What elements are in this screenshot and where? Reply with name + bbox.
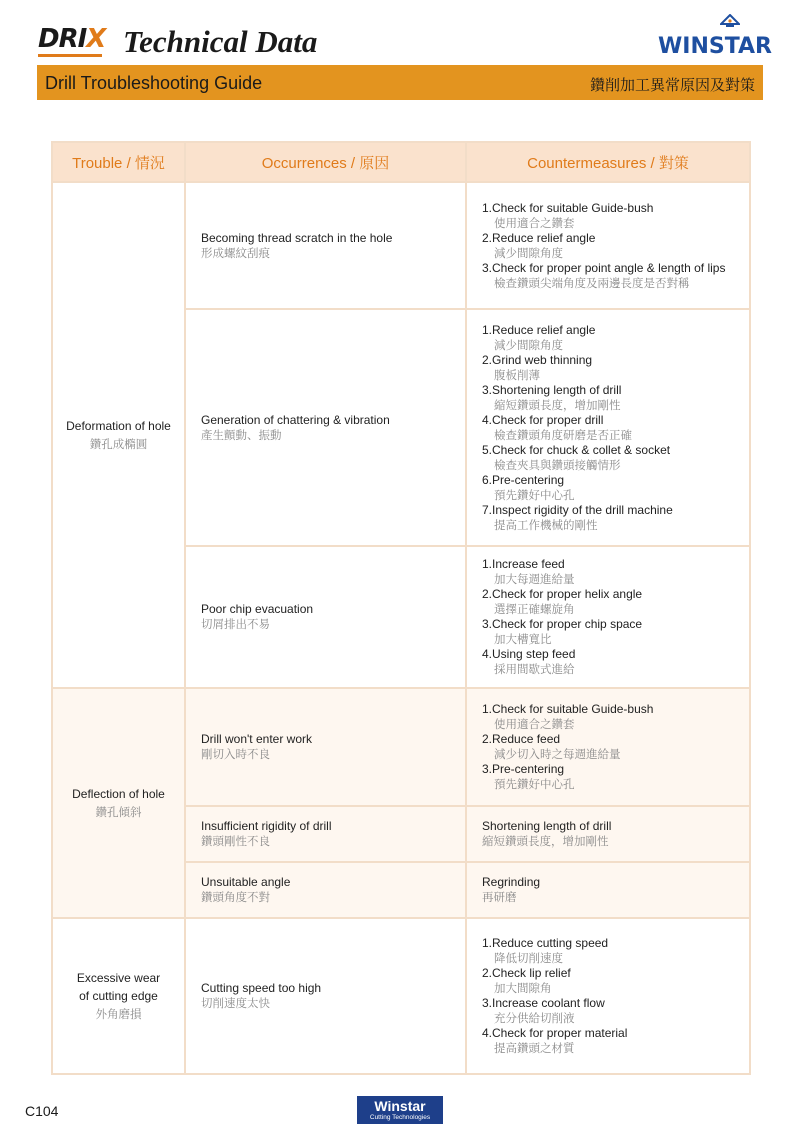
countermeasure-item xyxy=(482,996,749,1026)
countermeasure-en: 3.Pre-centering xyxy=(482,762,565,776)
winstar-footer-badge xyxy=(357,1096,443,1124)
countermeasure-cell xyxy=(466,182,750,309)
winstar-wordmark: WINSTAR xyxy=(658,34,772,59)
countermeasure-zh: 檢查鑽頭角度研磨是否正確 xyxy=(494,427,632,442)
trouble-label-en: Deformation of hole xyxy=(66,419,171,433)
drix-logo-accent: X xyxy=(86,24,106,54)
countermeasure-item xyxy=(482,732,749,762)
section-banner xyxy=(37,65,763,100)
countermeasure-zh: 減少切入時之每週進給量 xyxy=(494,747,621,761)
occurrence-zh: 切屑排出不易 xyxy=(201,617,270,631)
footer-badge-name: Winstar xyxy=(374,1098,426,1114)
winstar-house-icon xyxy=(720,14,740,34)
occurrence-cell xyxy=(185,182,466,309)
occurrence-zh: 鑽頭角度不對 xyxy=(201,890,270,904)
trouble-cell xyxy=(52,688,185,918)
countermeasure-item xyxy=(482,261,749,291)
countermeasure-item xyxy=(482,443,749,473)
countermeasure-zh: 充分供給切削液 xyxy=(494,1011,575,1025)
countermeasure-item xyxy=(482,353,749,383)
countermeasure-item xyxy=(482,201,749,231)
countermeasure-en: 2.Reduce feed xyxy=(482,732,561,746)
countermeasure-item xyxy=(482,557,749,587)
countermeasure-cell xyxy=(466,806,750,862)
occurrence-en: Generation of chattering & vibration xyxy=(201,412,390,427)
countermeasure-zh: 檢查鑽頭尖端角度及兩邊長度是否對稱 xyxy=(494,275,690,290)
occurrence-cell xyxy=(185,806,466,862)
trouble-label-en: Excessive wear xyxy=(76,971,161,985)
troubleshooting-table xyxy=(51,141,751,1075)
occurrence-en: Unsuitable angle xyxy=(201,875,291,889)
countermeasure-zh: 採用間歇式進給 xyxy=(494,662,575,676)
countermeasure-item xyxy=(482,762,749,792)
countermeasure-cell xyxy=(466,546,750,688)
countermeasure-cell xyxy=(466,309,750,546)
table-header-row xyxy=(52,142,750,182)
occurrence-en: Drill won't enter work xyxy=(201,732,312,746)
countermeasure-item xyxy=(482,702,749,732)
countermeasure-zh: 預先鑽好中心孔 xyxy=(494,487,575,502)
occurrence-cell xyxy=(185,546,466,688)
occurrence-cell xyxy=(185,918,466,1074)
countermeasure-zh: 檢查夾具與鑽頭接觸情形 xyxy=(494,457,621,472)
page-title: Technical Data xyxy=(123,24,318,59)
trouble-label-zh: 鑽孔傾斜 xyxy=(95,805,142,819)
countermeasure-en: 1.Increase feed xyxy=(482,557,565,571)
countermeasure-item xyxy=(482,587,749,617)
countermeasure-zh: 縮短鑽頭長度，增加剛性 xyxy=(482,834,609,848)
banner-title-zh: 鑽削加工異常原因及對策 xyxy=(589,76,755,94)
countermeasure-item xyxy=(482,383,749,413)
countermeasure-zh: 選擇正確螺旋角 xyxy=(494,602,575,616)
countermeasure-en: 7.Inspect rigidity of the drill machine xyxy=(482,502,673,517)
countermeasure-en: 2.Check lip relief xyxy=(482,966,571,980)
countermeasure-zh: 提高工作機械的剛性 xyxy=(494,517,598,532)
countermeasure-en: 4.Check for proper material xyxy=(482,1026,628,1040)
occurrence-zh: 切削速度太快 xyxy=(201,996,270,1010)
table-row xyxy=(52,182,750,309)
countermeasure-item xyxy=(482,503,749,533)
occurrence-en: Poor chip evacuation xyxy=(201,602,314,616)
countermeasure-en: 3.Check for proper chip space xyxy=(482,617,643,631)
countermeasure-en: 1.Check for suitable Guide-bush xyxy=(482,702,654,716)
column-header-countermeasures: Countermeasures / 對策 xyxy=(466,142,750,182)
countermeasure-en: Shortening length of drill xyxy=(482,819,612,833)
occurrence-en: Cutting speed too high xyxy=(201,981,322,995)
countermeasure-item xyxy=(482,936,749,966)
countermeasure-en: 1.Reduce relief angle xyxy=(482,322,596,337)
countermeasure-zh: 降低切削速度 xyxy=(494,951,563,965)
countermeasure-zh: 使用適合之鑽套 xyxy=(494,717,575,731)
countermeasure-item xyxy=(482,473,749,503)
table-row xyxy=(52,918,750,1074)
countermeasure-en: 3.Shortening length of drill xyxy=(482,382,622,397)
countermeasure-en: 2.Check for proper helix angle xyxy=(482,587,643,601)
countermeasure-cell xyxy=(466,688,750,806)
occurrence-zh: 產生顫動、振動 xyxy=(201,427,282,442)
countermeasure-en: 1.Check for suitable Guide-bush xyxy=(482,200,654,215)
countermeasure-en: 5.Check for chuck & collet & socket xyxy=(482,442,671,457)
trouble-label-zh: 外角磨損 xyxy=(95,1007,142,1021)
countermeasure-zh: 使用適合之鑽套 xyxy=(494,215,575,230)
column-header-trouble: Trouble / 情況 xyxy=(52,142,185,182)
countermeasure-zh: 減少間隙角度 xyxy=(494,245,563,260)
occurrence-cell xyxy=(185,309,466,546)
trouble-label-en: of cutting edge xyxy=(79,989,158,1003)
countermeasure-en: 4.Using step feed xyxy=(482,647,576,661)
banner-title-en: Drill Troubleshooting Guide xyxy=(45,73,263,93)
occurrence-en: Insufficient rigidity of drill xyxy=(201,819,332,833)
countermeasure-zh: 預先鑽好中心孔 xyxy=(494,777,575,791)
trouble-cell xyxy=(52,182,185,688)
occurrence-cell xyxy=(185,688,466,806)
countermeasure-en: 2.Reduce relief angle xyxy=(482,230,596,245)
countermeasure-en: 3.Increase coolant flow xyxy=(482,996,605,1010)
countermeasure-zh: 再研磨 xyxy=(482,890,517,904)
countermeasure-en: 3.Check for proper point angle & length of lips xyxy=(482,260,726,275)
countermeasure-en: 1.Reduce cutting speed xyxy=(482,936,609,950)
countermeasure-en: 4.Check for proper drill xyxy=(482,412,604,427)
countermeasure-item xyxy=(482,617,749,647)
footer-badge-tagline: Cutting Technologies xyxy=(369,1114,431,1121)
countermeasure-zh: 加大每週進給量 xyxy=(494,572,575,586)
countermeasure-item xyxy=(482,966,749,996)
page-number: C104 xyxy=(25,1103,59,1119)
countermeasure-item xyxy=(482,231,749,261)
drix-logo-underline xyxy=(38,54,102,57)
occurrence-zh: 鑽頭剛性不良 xyxy=(201,834,270,848)
winstar-logo xyxy=(658,14,772,59)
trouble-cell xyxy=(52,918,185,1074)
occurrence-en: Becoming thread scratch in the hole xyxy=(201,230,393,245)
occurrence-zh: 形成螺紋刮痕 xyxy=(201,245,270,260)
occurrence-zh: 剛切入時不良 xyxy=(201,747,270,761)
column-header-occurrences: Occurrences / 原因 xyxy=(185,142,466,182)
countermeasure-item xyxy=(482,413,749,443)
countermeasure-item xyxy=(482,1026,749,1056)
countermeasure-zh: 縮短鑽頭長度，增加剛性 xyxy=(494,397,621,412)
trouble-label-en: Deflection of hole xyxy=(72,787,165,801)
drix-logo-main: DRI xyxy=(38,24,87,54)
countermeasure-en: 6.Pre-centering xyxy=(482,472,565,487)
countermeasure-zh: 加大槽寬比 xyxy=(494,632,552,646)
countermeasure-zh: 加大間隙角 xyxy=(494,981,552,995)
countermeasure-zh: 提高鑽頭之材質 xyxy=(494,1041,575,1055)
countermeasure-en: 2.Grind web thinning xyxy=(482,352,593,367)
drix-logo xyxy=(38,24,105,58)
table-row xyxy=(52,688,750,806)
countermeasure-cell xyxy=(466,918,750,1074)
countermeasure-zh: 減少間隙角度 xyxy=(494,337,563,352)
trouble-label-zh: 鑽孔成橢圓 xyxy=(89,437,148,451)
countermeasure-item xyxy=(482,647,749,677)
countermeasure-item xyxy=(482,323,749,353)
countermeasure-zh: 腹板削薄 xyxy=(494,367,540,382)
countermeasure-cell xyxy=(466,862,750,918)
countermeasure-en: Regrinding xyxy=(482,875,541,889)
occurrence-cell xyxy=(185,862,466,918)
